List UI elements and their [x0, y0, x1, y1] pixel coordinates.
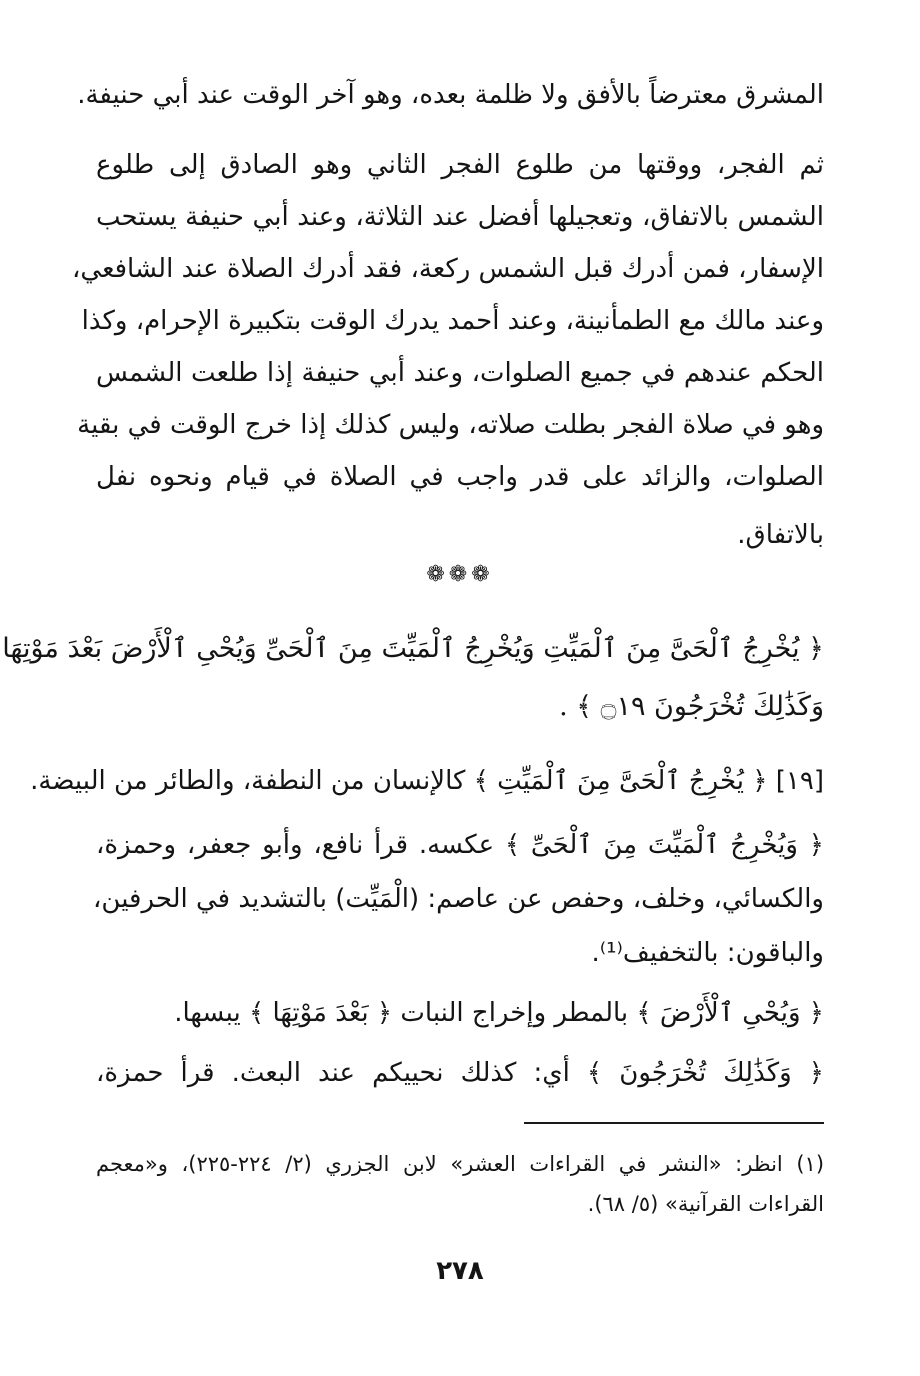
commentary-line: ﴿ وَكَذَٰلِكَ تُخْرَجُونَ ﴾ أي: كذلك نحييكم عند البعث. قرأ حمزة،	[96, 1058, 824, 1088]
verse-line: وَكَذَٰلِكَ تُخْرَجُونَ ۝١٩ ﴾ .	[559, 691, 824, 722]
body-line: ثم الفجر، ووقتها من طلوع الفجر الثاني وهو الصادق إلى طلوع	[96, 150, 824, 180]
commentary-line: ﴿ وَيُخْرِجُ ٱلْمَيِّتَ مِنَ ٱلْحَىِّ ﴾ عكسه. قرأ نافع، وأبو جعفر، وحمزة،	[96, 830, 824, 860]
commentary-line: [١٩] ﴿ يُخْرِجُ ٱلْحَىَّ مِنَ ٱلْمَيِّتِ ﴾ كالإنسان من النطفة، والطائر من البيضة.	[30, 766, 824, 796]
page-number: ٢٧٨	[436, 1256, 484, 1286]
commentary-line: والباقون: بالتخفيف⁽¹⁾.	[591, 938, 824, 968]
body-line: بالاتفاق.	[737, 520, 824, 550]
body-line: الإسفار، فمن أدرك قبل الشمس ركعة، فقد أدرك الصلاة عند الشافعي،	[72, 254, 824, 284]
body-line: وهو في صلاة الفجر بطلت صلاته، وليس كذلك إذا خرج الوقت في بقية	[77, 410, 824, 440]
footnote-line: القراءات القرآنية» (٥/ ٦٨).	[587, 1192, 824, 1216]
verse-line: ﴿ يُخْرِجُ ٱلْحَىَّ مِنَ ٱلْمَيِّتِ وَيُخْرِجُ ٱلْمَيِّتَ مِنَ ٱلْحَىِّ وَيُحْىِ ٱلْأَرْضَ بَعْدَ مَوْتِهَا	[2, 633, 824, 664]
section-separator: ❁❁❁	[426, 562, 494, 587]
body-line: الصلوات، والزائد على قدر واجب في الصلاة في قيام ونحوه نفل	[96, 462, 824, 492]
commentary-line: والكسائي، وخلف، وحفص عن عاصم: (الْمَيِّت) بالتشديد في الحرفين،	[93, 884, 824, 914]
footnote-divider	[524, 1122, 824, 1124]
body-line: المشرق معترضاً بالأفق ولا ظلمة بعده، وهو آخر الوقت عند أبي حنيفة.	[77, 80, 824, 110]
footnote-line: (١) انظر: «النشر في القراءات العشر» لابن الجزري (٢/ ٢٢٤-٢٢٥)، و«معجم	[96, 1152, 825, 1176]
body-line: الحكم عندهم في جميع الصلوات، وعند أبي حنيفة إذا طلعت الشمس	[96, 358, 824, 388]
body-line: الشمس بالاتفاق، وتعجيلها أفضل عند الثلاثة، وعند أبي حنيفة يستحب	[96, 202, 824, 232]
body-line: وعند مالك مع الطمأنينة، وعند أحمد يدرك الوقت بتكبيرة الإحرام، وكذا	[81, 306, 824, 336]
commentary-line: ﴿ وَيُحْىِ ٱلْأَرْضَ ﴾ بالمطر وإخراج النبات ﴿ بَعْدَ مَوْتِهَا ﴾ يبسها.	[174, 998, 824, 1028]
